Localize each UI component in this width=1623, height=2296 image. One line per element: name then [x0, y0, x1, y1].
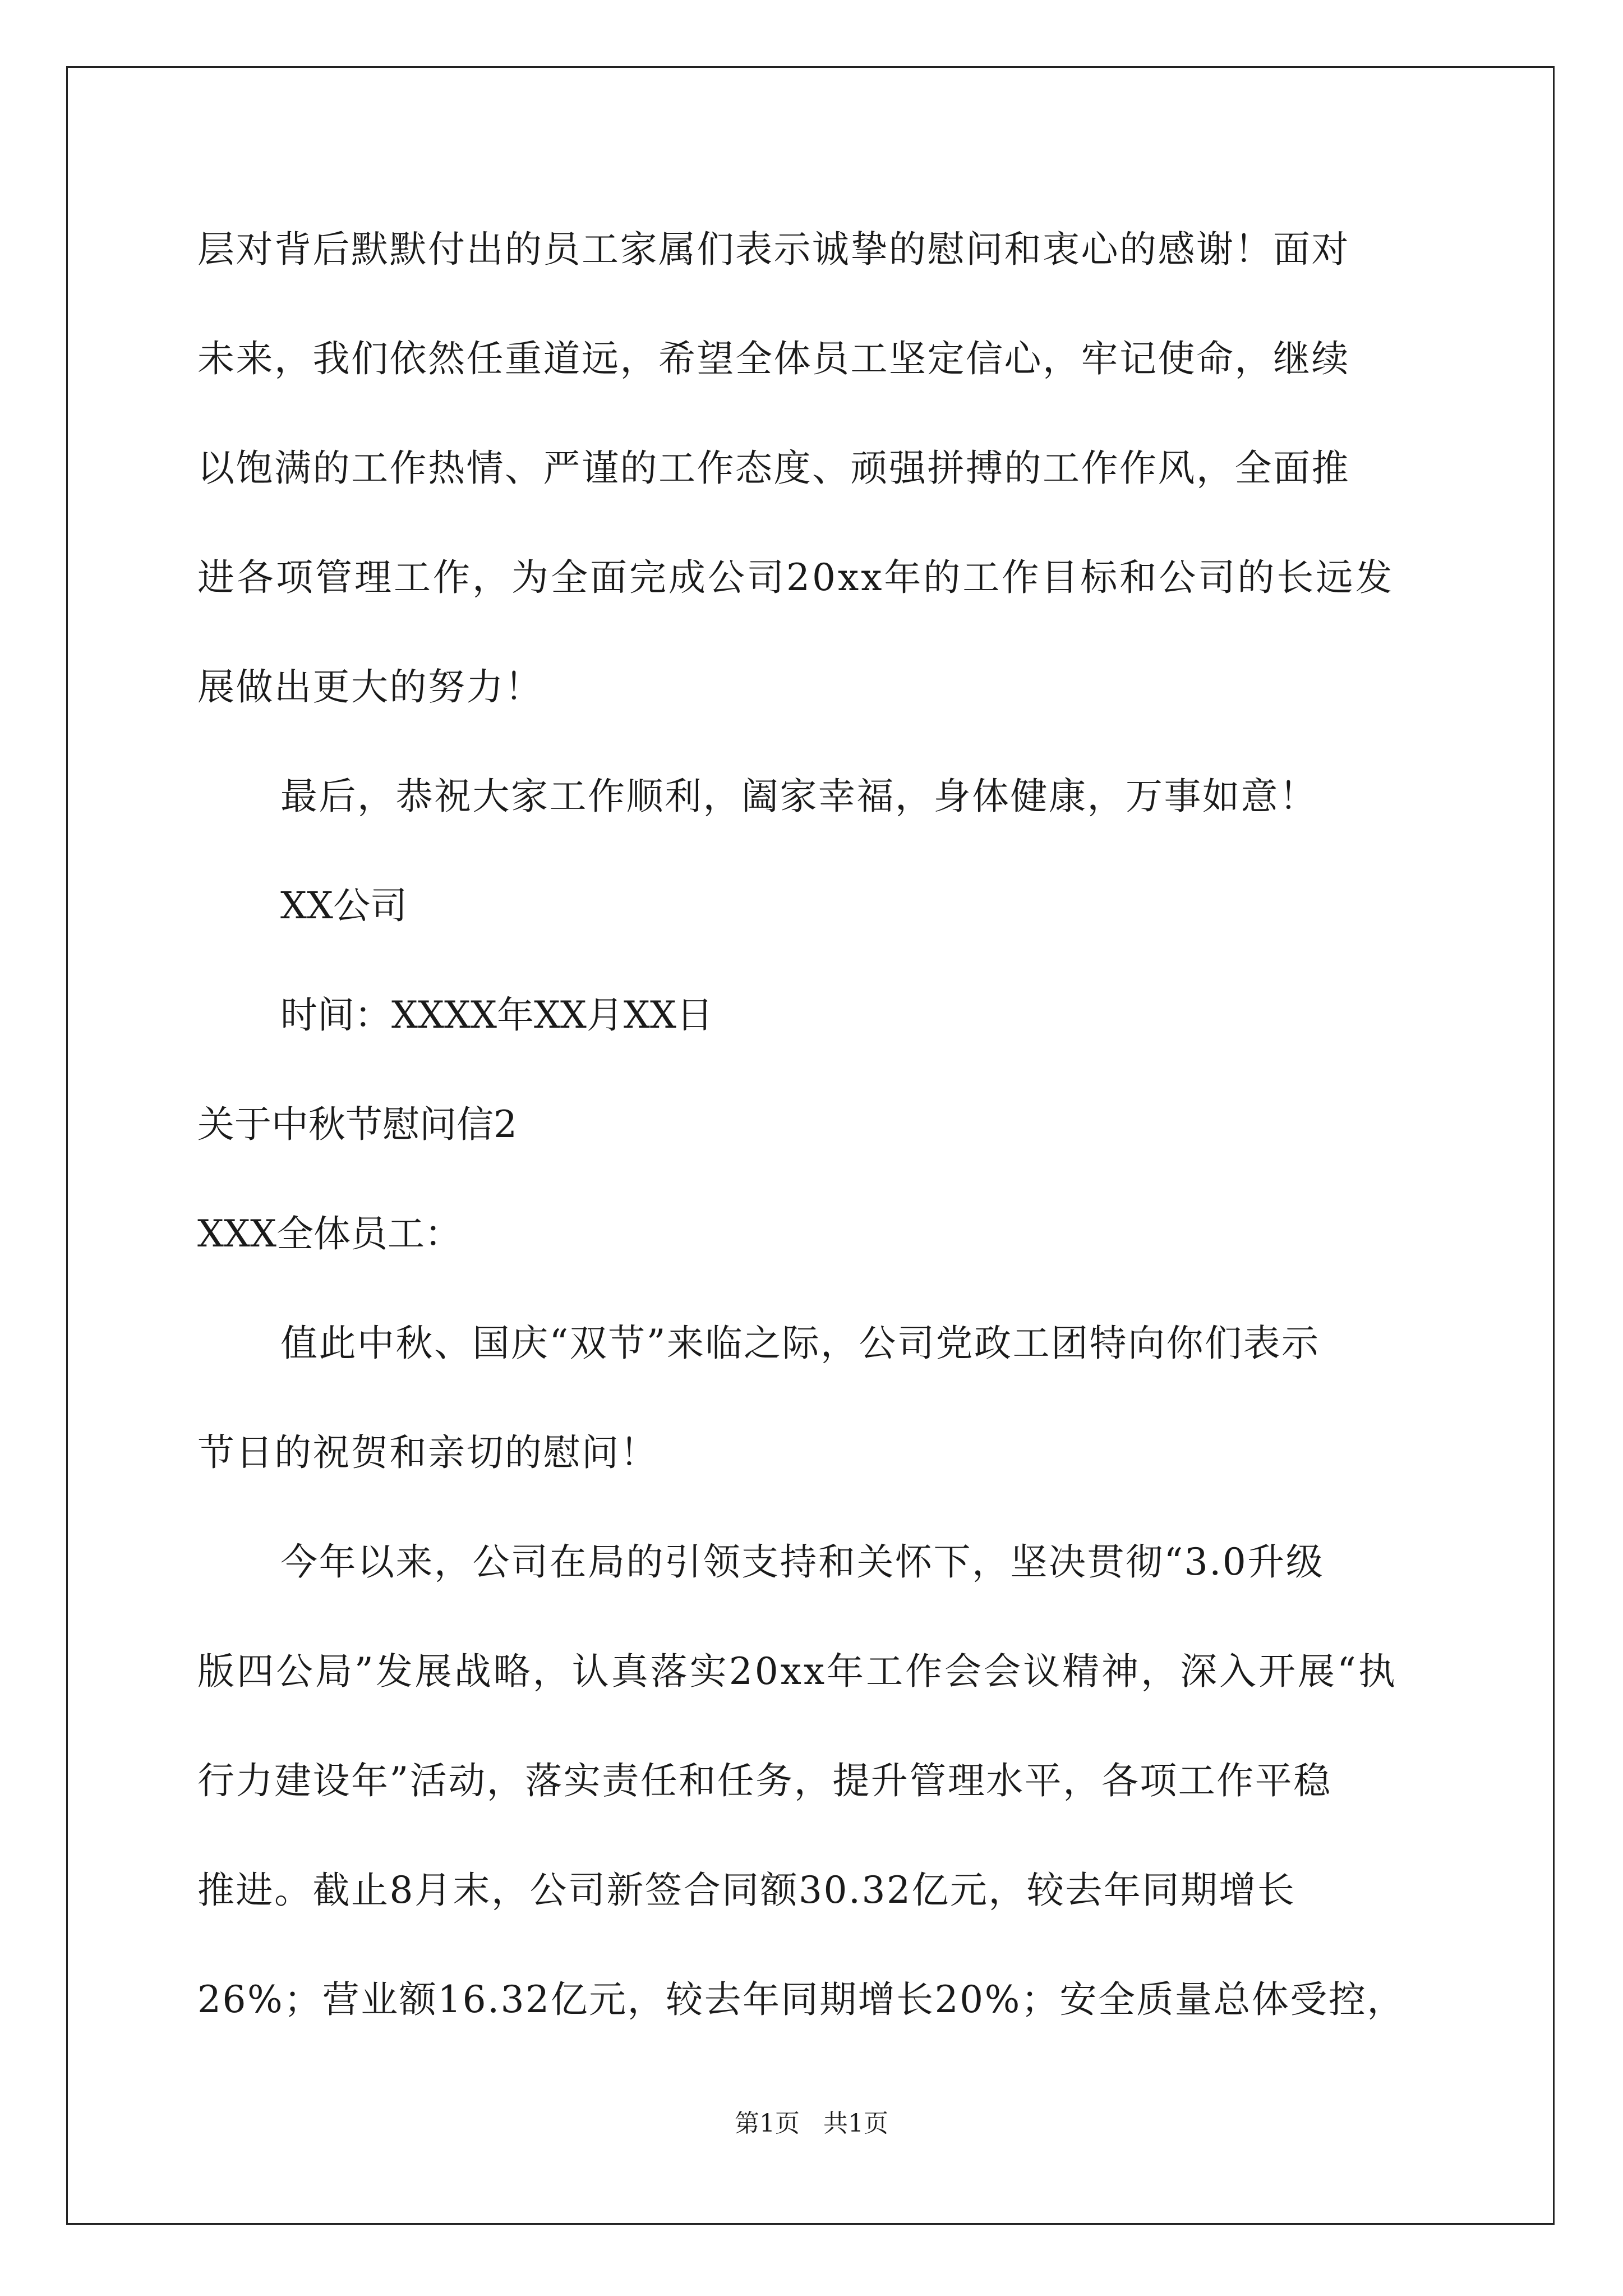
paragraph-line: 今年以来，公司在局的引领支持和关怀下，坚决贯彻“3.0升级	[280, 1540, 1325, 1584]
paragraph-line: 行力建设年”活动，落实责任和任务，提升管理水平，各项工作平稳	[197, 1759, 1332, 1802]
paragraph-line: 26%；营业额16.32亿元，较去年同期增长20%；安全质量总体受控，	[197, 1978, 1405, 2021]
company-signature: XX公司	[280, 884, 407, 927]
letter-heading: 关于中秋节慰问信2	[197, 1103, 517, 1146]
paragraph-line: 版四公局”发展战略，认真落实20xx年工作会会议精神，深入开展“执	[197, 1650, 1398, 1693]
salutation: XXX全体员工：	[197, 1212, 462, 1255]
paragraph-line: 进各项管理工作，为全面完成公司20xx年的工作目标和公司的长远发	[197, 556, 1395, 599]
letter-date: 时间：XXXX年XX月XX日	[280, 993, 713, 1037]
closing-wishes: 最后，恭祝大家工作顺利，阖家幸福，身体健康，万事如意！	[280, 775, 1318, 818]
paragraph-line: 展做出更大的努力！	[197, 665, 543, 708]
paragraph-line: 推进。截止8月末，公司新签合同额30.32亿元，较去年同期增长	[197, 1869, 1296, 1912]
paragraph-line: 节日的祝贺和亲切的慰问！	[197, 1431, 658, 1474]
paragraph-line: 以饱满的工作热情、严谨的工作态度、顽强拼搏的工作作风，全面推	[197, 447, 1350, 490]
page-number: 第1页 共1页	[735, 2109, 888, 2138]
paragraph-line: 值此中秋、国庆“双节”来临之际，公司党政工团特向你们表示	[280, 1322, 1320, 1365]
paragraph-line: 未来，我们依然任重道远，希望全体员工坚定信心，牢记使命，继续	[197, 337, 1350, 380]
paragraph-line: 层对背后默默付出的员工家属们表示诚挚的慰问和衷心的感谢！面对	[197, 228, 1350, 271]
